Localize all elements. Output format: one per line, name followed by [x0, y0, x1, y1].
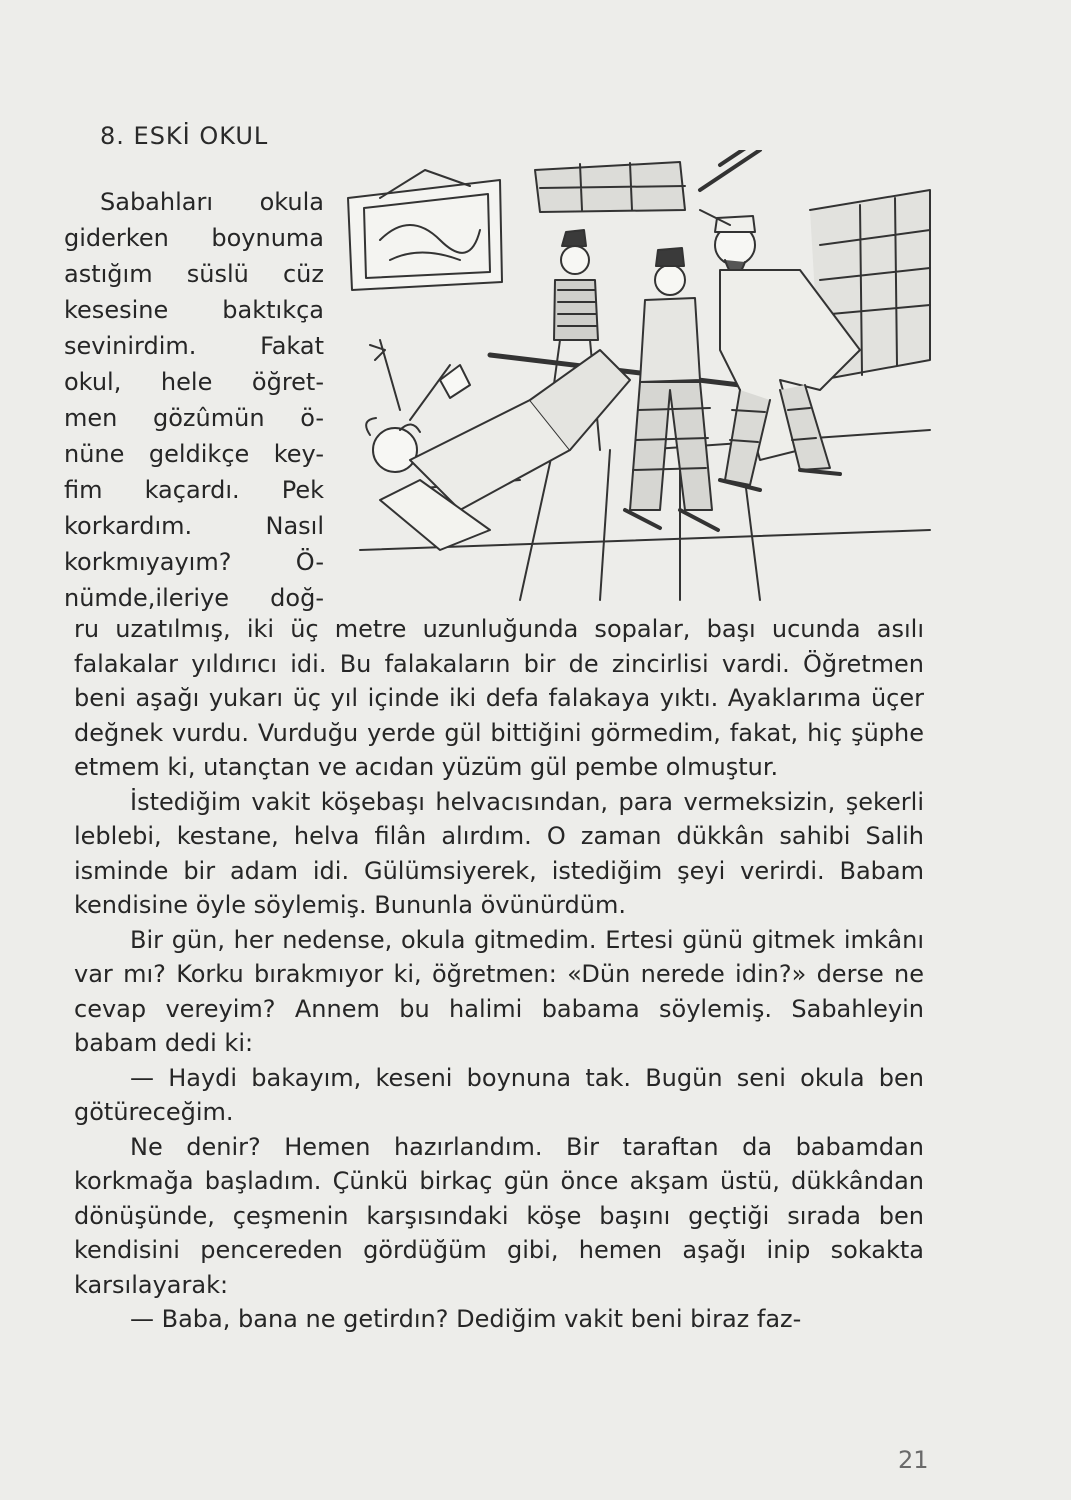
paragraph: ru uzatılmış, iki üç metre uzunluğunda sopalar, başı ucunda asılı falakalar yıldırıcı idi. Bu falakaların bir de zincirlisi vardi. Öğretmen beni aşağı yukarı üç yıl içinde iki defa falakaya yıktı. Ayaklarıma üçer değnek vurdu. Vurduğu yerde gül bittiğini görmedim, fakat, hiç şüphe etmem ki, utançtan ve acıdan yüzüm gül pembe olmuştur. — [74, 615, 924, 781]
paragraph: Ne denir? Hemen hazırlandım. Bir taraftan da babamdan korkmağa başladım. Çünkü birkaç gün önce akşam üstü, dükkândan dönüşünde, çeşmenin karşısındaki köşe başını geçtiği sırada ben kendisini pencereden gördüğüm gibi, hemen aşağı inip sokakta karsılayarak: — [74, 1132, 924, 1299]
text-line: fim kaçardı. Pek — [64, 476, 324, 504]
text-line: korkmıyayım? Ö- — [64, 548, 324, 576]
school-punishment-illustration — [340, 150, 940, 605]
text-line: Sabahları okula — [100, 188, 324, 216]
text-line: sevinirdim. Fakat — [64, 332, 324, 360]
paragraph: — Haydi bakayım, keseni boynuna tak. Bugün seni okula ben götüreceğim. — [74, 1063, 924, 1126]
page-number: 21 — [898, 1446, 929, 1474]
paragraph: İstediğim vakit köşebaşı helvacısından, para vermeksizin, şekerli leblebi, kestane, helva filân alırdım. O zaman dükkân sahibi Salih isminde bir adam idi. Gülümsiyerek, istediğim şeyi verirdi. Babam kendisine öyle söylemiş. Bununla övünürdüm. — [74, 787, 924, 919]
text-line: nümde,ileriye doğ- — [64, 584, 324, 612]
text-line: nüne geldikçe key- — [64, 440, 324, 468]
chapter-title: 8. ESKİ OKUL — [100, 122, 269, 150]
text-line: okul, hele öğret- — [64, 368, 324, 396]
text-line: korkardım. Nasıl — [64, 512, 324, 540]
text-line: giderken boynuma — [64, 224, 324, 252]
text-line: kesesine baktıkça — [64, 296, 324, 324]
narrow-column-text — [64, 184, 324, 616]
text-line: men gözûmün ö- — [64, 404, 324, 432]
body-text — [74, 612, 924, 1337]
paragraph: Bir gün, her nedense, okula gitmedim. Ertesi günü gitmek imkânı var mı? Korku bırakmıyor ki, öğretmen: «Dün nerede idin?» derse ne cevap vereyim? Annem bu halimi babama söylemiş. Sabahleyin babam dedi ki: — [74, 925, 924, 1057]
paragraph: — Baba, bana ne getirdın? Dediğim vakit beni biraz faz- — [130, 1305, 802, 1333]
text-line: astığım süslü cüz — [64, 260, 324, 288]
